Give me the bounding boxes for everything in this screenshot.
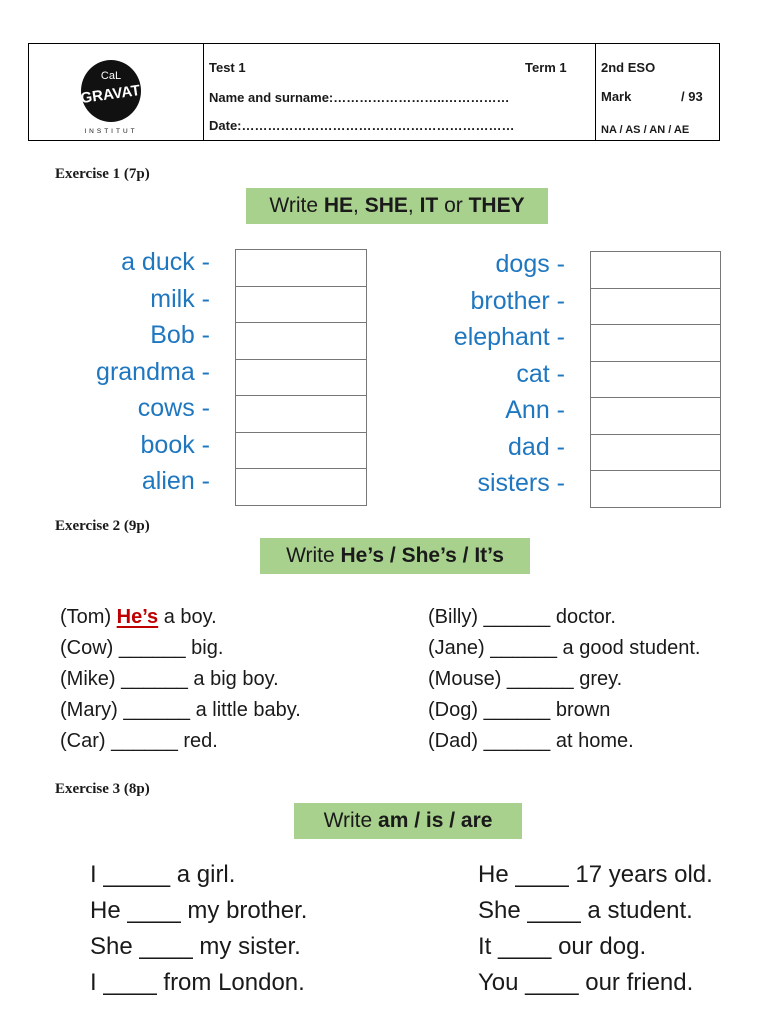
instruction-prefix: Write xyxy=(269,194,324,217)
word-prompt: cat - xyxy=(516,359,565,388)
answer-box[interactable] xyxy=(235,432,367,470)
school-logo xyxy=(73,55,149,135)
sentence-row[interactable]: You ____ our friend. xyxy=(478,969,694,996)
sentence-row xyxy=(60,606,217,629)
answer-box[interactable] xyxy=(235,286,367,324)
instruction-word: IT xyxy=(419,194,439,217)
answer-box[interactable] xyxy=(235,395,367,433)
instruction-bold: am / is / are xyxy=(378,809,493,832)
sentence-row[interactable]: (Jane) ______ a good student. xyxy=(428,637,701,659)
word-prompt: dogs - xyxy=(495,250,565,278)
sentence-row[interactable]: (Cow) ______ big. xyxy=(60,637,224,659)
answer-box[interactable] xyxy=(590,324,721,362)
date-field-label[interactable]: Date:……………………………………………………… xyxy=(209,118,515,133)
name-field-label[interactable]: Name and surname:……………………..…………… xyxy=(209,90,510,105)
word-prompt: dad - xyxy=(508,432,565,461)
word-prompt: cows - xyxy=(137,394,210,422)
sentence-row[interactable]: It ____ our dog. xyxy=(478,933,647,960)
word-prompt: alien - xyxy=(141,467,210,495)
word-prompt: grandma - xyxy=(96,357,210,386)
level-label: 2nd ESO xyxy=(601,60,656,75)
sentence-row[interactable]: (Car) ______ red. xyxy=(60,730,218,752)
word-prompt: sisters - xyxy=(477,469,565,497)
term-label: Term 1 xyxy=(525,60,567,75)
sentence-row[interactable]: I _____ a girl. xyxy=(90,861,236,888)
word-prompt: book - xyxy=(140,430,210,459)
sentence-row[interactable]: (Mary) ______ a little baby. xyxy=(60,699,301,721)
word-prompt: brother - xyxy=(470,286,565,315)
mark-total: / 93 xyxy=(681,89,703,104)
instruction-word: HE xyxy=(323,194,354,217)
exercise-2-title: Exercise 2 (9p) xyxy=(55,518,150,534)
sentence-row[interactable]: He ____ my brother. xyxy=(90,897,308,924)
sentence-row[interactable]: (Billy) ______ doctor. xyxy=(428,606,616,628)
answer-box[interactable] xyxy=(590,434,721,472)
sentence-row[interactable]: He ____ 17 years old. xyxy=(478,861,713,888)
sentence-text: a boy. xyxy=(158,606,217,628)
instruction-bold: He’s / She’s / It’s xyxy=(340,544,504,567)
instruction-prefix: Write xyxy=(286,544,341,567)
example-answer: He’s xyxy=(116,606,159,628)
logo-top-text: CaL xyxy=(100,70,122,82)
word-prompt: a duck - xyxy=(121,248,210,276)
word-prompt: milk - xyxy=(150,284,210,313)
test-info-cell xyxy=(203,44,596,140)
answer-box[interactable] xyxy=(590,361,721,399)
grade-scale: NA / AS / AN / AE xyxy=(601,124,690,136)
exercise-1-instruction: Write HE, SHE, IT or THEY xyxy=(246,188,548,224)
logo-main-text: GRAVAT xyxy=(79,81,142,108)
answer-box[interactable] xyxy=(590,251,721,289)
instruction-word: SHE xyxy=(364,194,408,217)
instruction-prefix: Write xyxy=(323,809,379,832)
exercise-1-title: Exercise 1 (7p) xyxy=(55,166,150,182)
word-prompt: Ann - xyxy=(505,396,565,424)
logo-bottom-text: INSTITUT xyxy=(84,128,138,135)
exercise-3-title: Exercise 3 (8p) xyxy=(55,781,150,797)
sentence-row[interactable]: (Mouse) ______ grey. xyxy=(428,668,623,690)
exercise-3-instruction xyxy=(294,803,522,839)
mark-label: Mark xyxy=(601,89,632,104)
sentence-row[interactable]: (Dog) ______ brown xyxy=(428,699,611,721)
test-label: Test 1 xyxy=(209,60,246,75)
logo-cell xyxy=(29,44,204,140)
header-table xyxy=(28,43,720,141)
grade-cell xyxy=(595,44,719,140)
sentence-row[interactable]: (Dad) ______ at home. xyxy=(428,730,634,752)
exercise-2-instruction xyxy=(260,538,530,574)
answer-box[interactable] xyxy=(235,359,367,397)
instruction-word: THEY xyxy=(468,194,525,217)
answer-box[interactable] xyxy=(235,322,367,360)
answer-box[interactable] xyxy=(235,249,367,287)
answer-box[interactable] xyxy=(590,288,721,326)
answer-box[interactable] xyxy=(590,397,721,435)
sentence-row[interactable]: I ____ from London. xyxy=(90,969,305,996)
word-prompt: Bob - xyxy=(150,321,210,349)
answer-box[interactable] xyxy=(235,468,367,506)
sentence-text: (Tom) xyxy=(60,606,117,628)
sentence-row[interactable]: (Mike) ______ a big boy. xyxy=(60,668,279,690)
word-prompt: elephant - xyxy=(453,323,565,351)
sentence-row[interactable]: She ____ my sister. xyxy=(90,933,301,960)
sentence-row[interactable]: She ____ a student. xyxy=(478,897,693,924)
answer-box[interactable] xyxy=(590,470,721,508)
